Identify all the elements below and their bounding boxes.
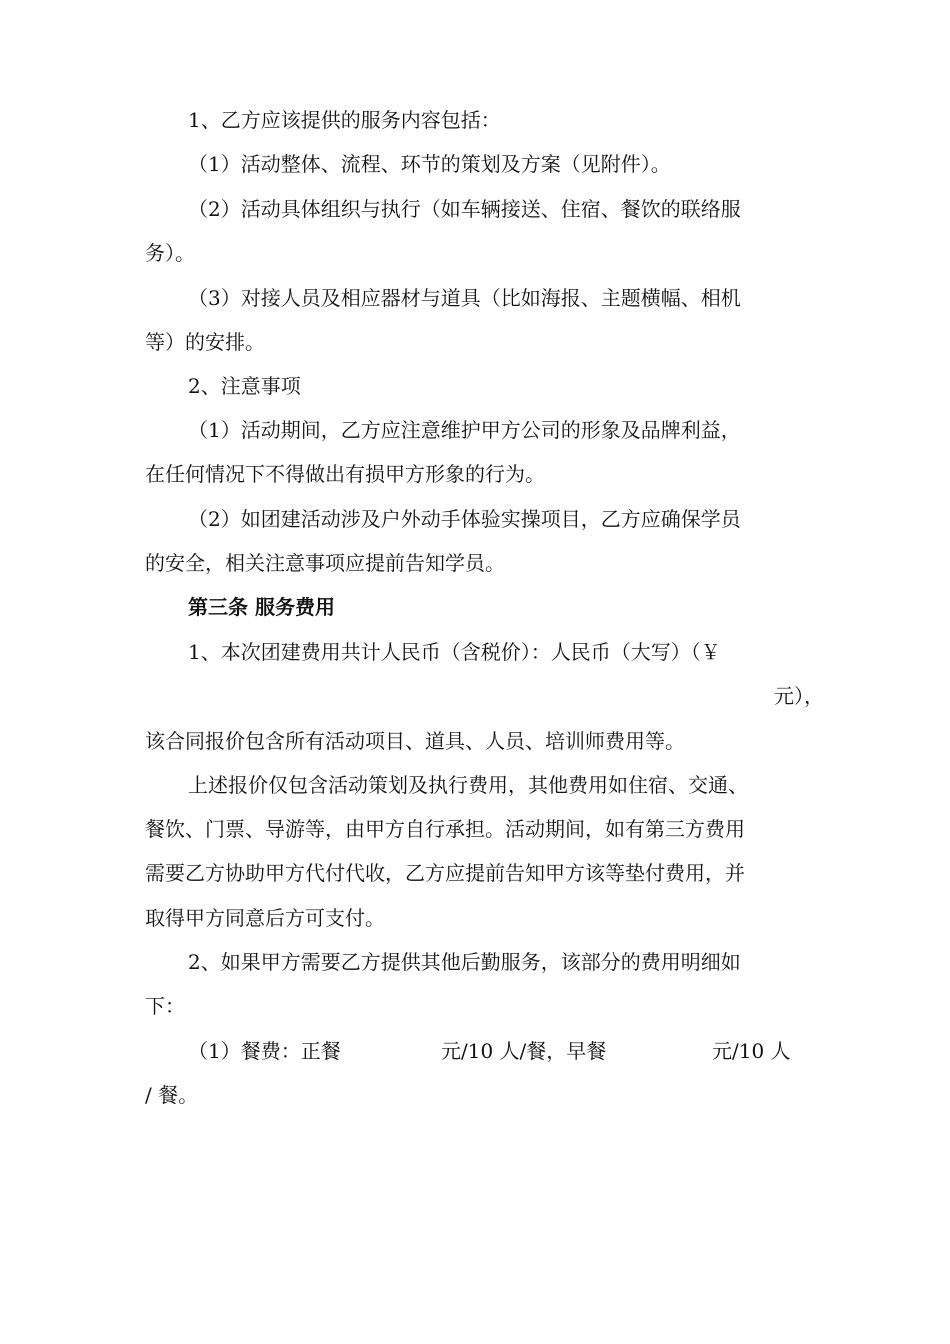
fee-scope-line-4: 取得甲方同意后方可支付。 — [145, 906, 385, 930]
fee-total-unit: 元）， — [774, 684, 824, 708]
notes-heading: 2、注意事项 — [188, 374, 301, 398]
logistics-fee-line: 2、如果甲方需要乙方提供其他后勤服务，该部分的费用明细如 — [188, 950, 741, 974]
fee-total-line: 1、本次团建费用共计人民币（含税价）：人民币（大写）（￥ — [188, 640, 721, 664]
item-3-continuation: 等）的安排。 — [145, 330, 265, 354]
note-1-continuation: 在任何情况下不得做出有损甲方形象的行为。 — [145, 462, 545, 486]
logistics-fee-continuation: 下： — [145, 994, 185, 1018]
item-1-planning: （1）活动整体、流程、环节的策划及方案（见附件）。 — [188, 152, 671, 176]
fee-scope-line-1: 上述报价仅包含活动策划及执行费用，其他费用如住宿、交通、 — [188, 773, 748, 797]
fee-scope-line-3: 需要乙方协助甲方代付代收，乙方应提前告知甲方该等垫付费用，并 — [145, 861, 745, 885]
fee-scope-line-2: 餐饮、门票、导游等，由甲方自行承担。活动期间，如有第三方费用 — [145, 817, 745, 841]
note-2-safety: （2）如团建活动涉及户外动手体验实操项目，乙方应确保学员 — [188, 507, 741, 531]
item-2-continuation: 务）。 — [145, 241, 195, 265]
note-2-continuation: 的安全，相关注意事项应提前告知学员。 — [145, 551, 505, 575]
service-content-heading: 1、乙方应该提供的服务内容包括： — [188, 108, 501, 132]
meal-fee-lunch-unit: 元/10 人/餐，早餐 — [441, 1039, 607, 1063]
article-3-title: 第三条 服务费用 — [188, 595, 335, 619]
meal-fee-label: （1）餐费：正餐 — [188, 1039, 341, 1063]
item-2-organization: （2）活动具体组织与执行（如车辆接送、住宿、餐饮的联络服 — [188, 197, 741, 221]
meal-fee-continuation: / 餐。 — [145, 1083, 199, 1107]
fee-includes-line: 该合同报价包含所有活动项目、道具、人员、培训师费用等。 — [145, 729, 685, 753]
item-3-equipment: （3）对接人员及相应器材与道具（比如海报、主题横幅、相机 — [188, 286, 741, 310]
meal-fee-breakfast-unit: 元/10 人 — [712, 1039, 791, 1063]
note-1-image: （1）活动期间，乙方应注意维护甲方公司的形象及品牌利益， — [188, 418, 741, 442]
